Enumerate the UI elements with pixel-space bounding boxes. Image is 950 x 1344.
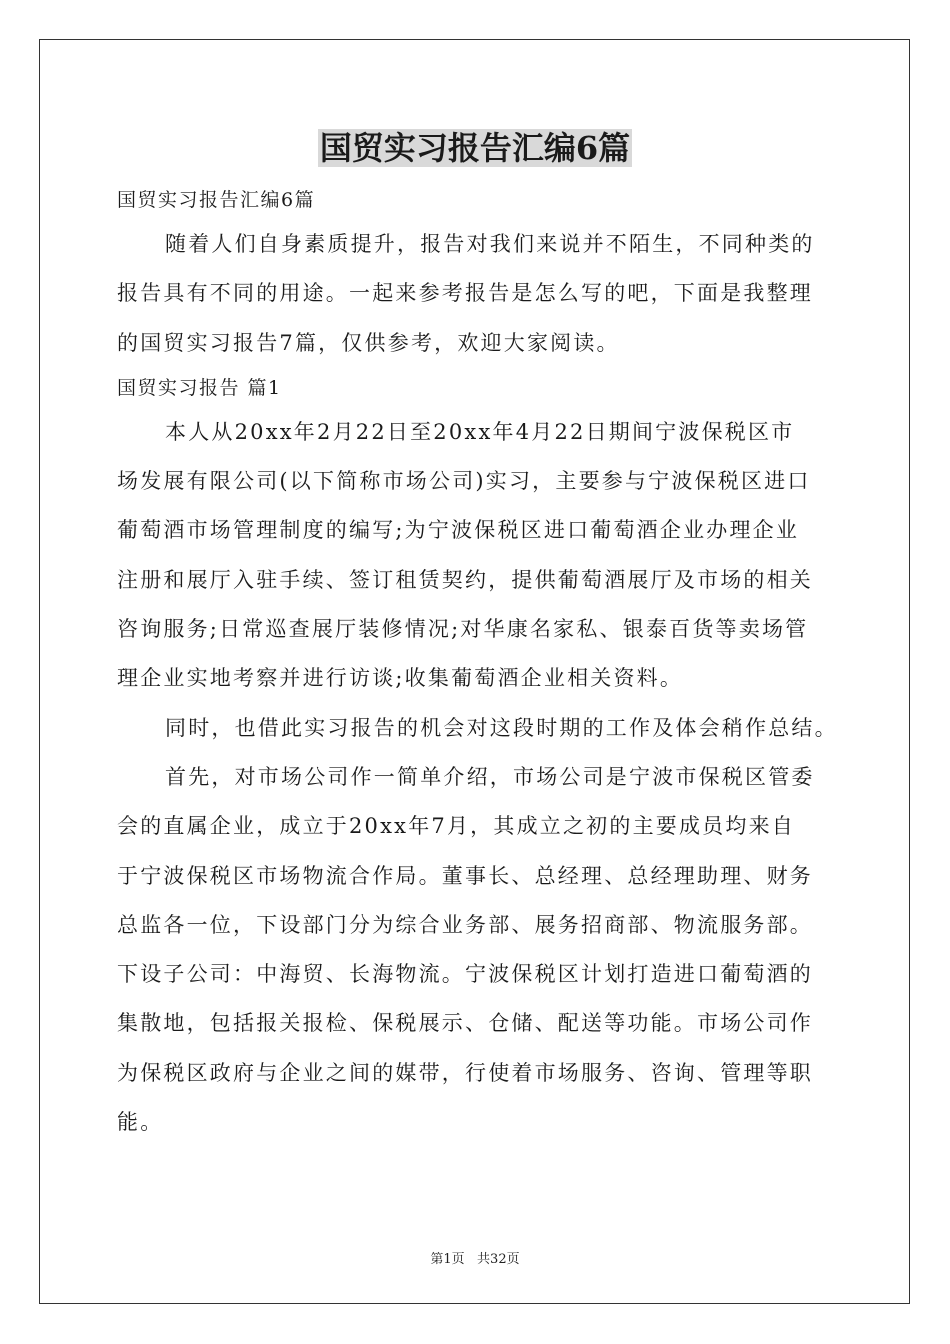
para3-line-8: 能。 (117, 1110, 164, 1135)
para3-line-4: 总监各一位，下设部门分为综合业务部、展务招商部、物流服务部。 (117, 912, 813, 937)
page-indicator: 第1页 共32页 (430, 1252, 520, 1267)
section-heading: 国贸实习报告 篇1 (117, 376, 282, 399)
para1-line-3: 葡萄酒市场管理制度的编写;为宁波保税区进口葡萄酒企业办理企业 (117, 518, 800, 543)
para1-line-5: 咨询服务;日常巡查展厅装修情况;对华康名家私、银泰百货等卖场管 (117, 617, 809, 642)
para3-line-1: 首先，对市场公司作一简单介绍，市场公司是宁波市保税区管委 (165, 764, 815, 789)
intro-line-3: 的国贸实习报告7篇，仅供参考，欢迎大家阅读。 (117, 330, 620, 355)
para3-line-6: 集散地，包括报关报检、保税展示、仓储、配送等功能。市场公司作 (117, 1011, 813, 1036)
para1-line-4: 注册和展厅入驻手续、签订租赁契约，提供葡萄酒展厅及市场的相关 (117, 567, 813, 592)
document-title-text: 国贸实习报告汇编6篇 (319, 129, 631, 167)
para1-line-1: 本人从20xx年2月22日至20xx年4月22日期间宁波保税区市 (165, 419, 795, 444)
intro-line-2: 报告具有不同的用途。一起来参考报告是怎么写的吧，下面是我整理 (117, 281, 813, 306)
page-footer (0, 1248, 950, 1267)
para3-line-5: 下设子公司：中海贸、长海物流。宁波保税区计划打造进口葡萄酒的 (117, 962, 813, 987)
para1-line-6: 理企业实地考察并进行访谈;收集葡萄酒企业相关资料。 (117, 666, 684, 691)
document-body (117, 180, 838, 1147)
document-title (0, 126, 950, 170)
para3-line-7: 为保税区政府与企业之间的媒带，行使着市场服务、咨询、管理等职 (117, 1060, 813, 1085)
intro-line-1: 随着人们自身素质提升，报告对我们来说并不陌生，不同种类的 (165, 232, 815, 256)
para1-line-2: 场发展有限公司(以下简称市场公司)实习，主要参与宁波保税区进口 (117, 469, 811, 494)
document-subtitle: 国贸实习报告汇编6篇 (117, 189, 316, 211)
para3-line-2: 会的直属企业，成立于20xx年7月，其成立之初的主要成员均来自 (117, 814, 795, 839)
para2-line-1: 同时，也借此实习报告的机会对这段时期的工作及体会稍作总结。 (165, 715, 838, 740)
para3-line-3: 于宁波保税区市场物流合作局。董事长、总经理、总经理助理、财务 (117, 863, 813, 888)
